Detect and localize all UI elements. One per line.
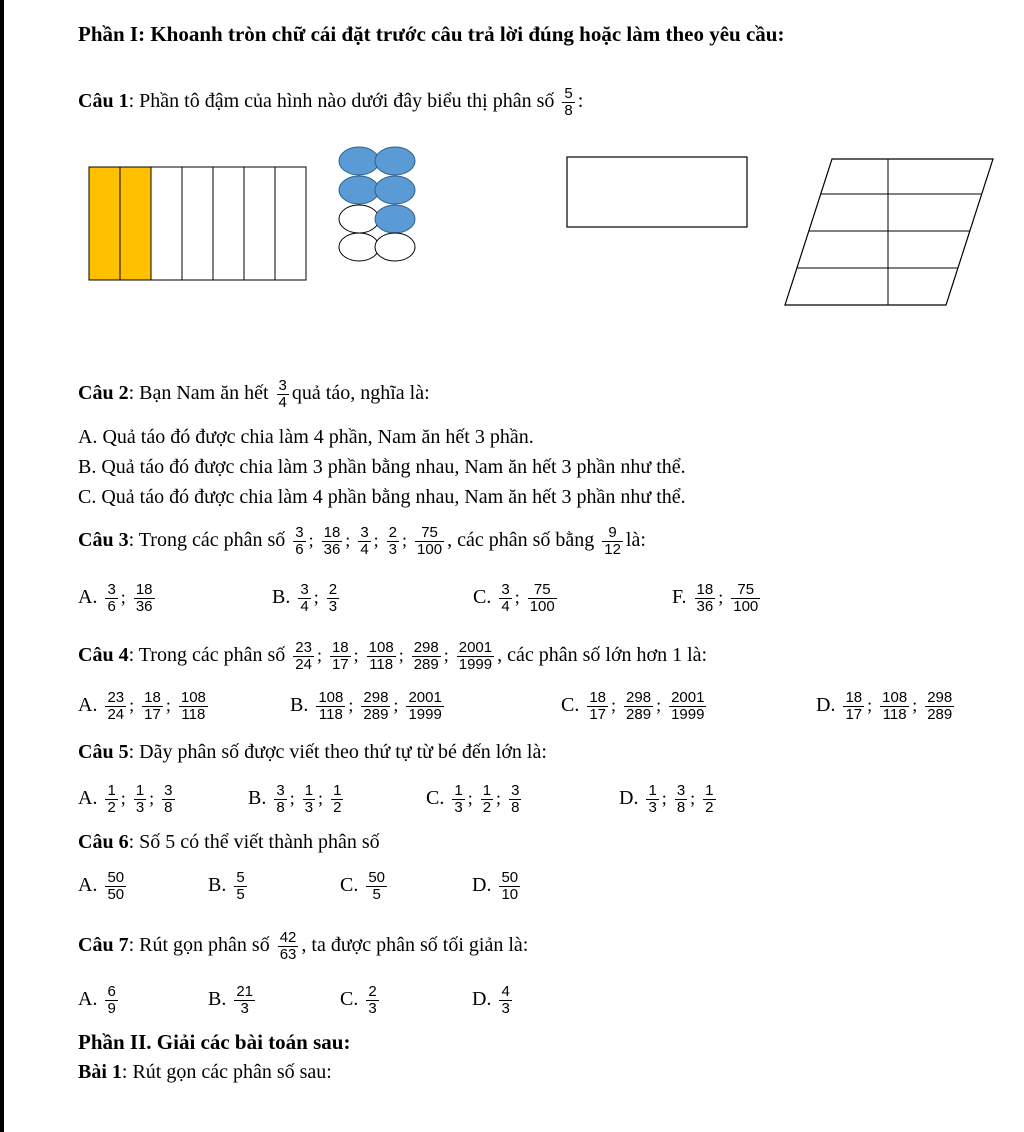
question-4-label: Câu 4 [78,644,129,667]
exercise-1 [78,1060,332,1084]
fraction [406,690,443,723]
fraction [367,640,396,673]
fraction-denominator: 5 [372,886,381,903]
fraction-numerator: 2001 [671,689,705,706]
fraction-numerator: 75 [528,582,557,599]
question-2-fraction [277,378,289,411]
fraction [481,783,493,816]
fraction [361,690,390,723]
option-letter: B. [208,988,227,1011]
fraction-denominator: 100 [529,598,555,615]
option-letter: D. [619,787,639,810]
fraction [843,690,864,723]
fraction-denominator: 3 [240,1000,249,1017]
question-1-label: Câu 1 [78,90,129,113]
exercise-1-label: Bài 1 [78,1061,122,1083]
question-4-text-after: , các phân số lớn hơn 1 là: [497,644,708,667]
target-fraction [602,525,623,558]
fraction-denominator: 50 [107,886,125,903]
fraction [179,690,208,723]
fraction-numerator: 1 [705,782,714,799]
fraction-numerator: 1 [648,782,657,799]
fraction [669,690,706,723]
fraction [499,582,511,615]
question-7 [78,930,528,963]
fraction [293,525,305,558]
question-2 [78,378,430,411]
fraction-denominator: 17 [589,706,607,723]
fraction [322,525,343,558]
fraction [387,525,399,558]
fraction-numerator: 1 [304,782,314,799]
fraction [587,690,608,723]
fraction-denominator: 24 [295,656,312,673]
fraction-numerator: 21 [236,983,254,1000]
fraction-denominator: 4 [501,598,510,615]
option-letter: F. [672,586,687,609]
fraction-denominator: 3 [388,541,398,558]
fraction-numerator: 2 [388,524,398,541]
fraction-numerator: 18 [845,689,863,706]
question-6 [78,830,380,854]
fraction-numerator: 23 [295,639,312,656]
question-1-text: : Phần tô đậm của hình nào dưới đây biểu thị phân số [128,90,555,113]
figure-bar-shaded [88,164,308,282]
fraction [731,582,760,615]
fraction-denominator: 3 [304,799,314,816]
fraction-numerator: 298 [927,689,953,706]
fraction-numerator: 2 [328,581,338,598]
fraction-numerator: 3 [295,524,304,541]
fraction-denominator: 118 [369,656,394,673]
fraction-denominator: 9 [107,1000,116,1017]
fraction-numerator: 3 [511,782,520,799]
option-letter: A. [78,787,98,810]
fraction-numerator: 18 [323,524,341,541]
fraction-numerator: 108 [318,689,344,706]
question-7-fraction [278,930,299,963]
fraction-denominator: 1999 [408,706,442,723]
question-2-label: Câu 2 [78,382,129,405]
fraction-numerator: 3 [164,782,173,799]
fraction-denominator: 289 [927,706,953,723]
option-letter: B. [208,874,227,897]
question-2-text: : Bạn Nam ăn hết [128,382,269,405]
fraction-denominator: 5 [236,886,245,903]
fraction-numerator: 9 [602,525,623,542]
fraction-denominator: 100 [733,598,759,615]
question-2-option-b[interactable]: B. Quả táo đó được chia làm 3 phần bằng nhau, Nam ăn hết 3 phần như thể. [78,456,686,478]
question-4: Câu 4: Trong các phân số $\frac{23}{24}$ ; $\frac{18}{17}$ ; $\frac{108}{118}$ ; $\frac{298}{289}$ ; $\frac{2001}{1999}$ , các phân số lớn hơn 1 là: [78,639,708,673]
fraction-denominator: 17 [331,656,349,673]
fraction [695,582,716,615]
fraction-numerator: 108 [368,639,394,656]
option-letter: A. [78,988,98,1011]
question-3-option-b[interactable]: B. $\frac{3}{4}$ ; $\frac{2}{3}$ [272,581,338,615]
fraction-denominator: 24 [107,706,125,723]
fraction-numerator: 3 [107,581,116,598]
fraction-numerator: 2001 [408,689,442,706]
fraction-denominator: 4 [360,541,369,558]
question-4-option-a[interactable]: A. $\frac{23}{24}$ ; $\frac{18}{17}$ ; $\frac{108}{118}$ [78,689,206,723]
fraction-numerator: 75 [415,525,444,542]
fraction [925,690,954,723]
question-5-option-d[interactable]: D. $\frac{1}{3}$ ; $\frac{3}{8}$ ; $\frac{1}{2}$ [619,782,714,816]
question-6-label: Câu 6 [78,831,129,853]
fraction-denominator: 4 [278,394,287,411]
option-letter: C. [340,988,359,1011]
fraction [646,783,658,816]
fraction [509,783,521,816]
fraction-numerator: 18 [589,689,607,706]
fraction-numerator: 3 [278,377,287,394]
fraction-numerator: 50 [501,869,519,886]
option-letter: D. [472,874,492,897]
fraction [274,783,286,816]
fraction [162,783,174,816]
fraction-denominator: 8 [564,102,573,119]
fraction-denominator: 4 [300,598,309,615]
option-letter: C. [340,874,359,897]
fraction [105,870,126,903]
exercise-1-text: : Rút gọn các phân số sau: [121,1061,332,1083]
fraction-numerator: 3 [360,524,369,541]
question-2-option-a[interactable]: A. Quả táo đó được chia làm 4 phần, Nam ăn hết 3 phần. [78,426,534,448]
fraction [880,690,909,723]
fraction-numerator: 18 [144,689,161,706]
fraction-numerator: 42 [279,929,297,946]
question-5-option-c[interactable]: C. $\frac{1}{3}$ ; $\frac{1}{2}$ ; $\frac{3}{8}$ [426,782,520,816]
fraction-numerator: 23 [107,689,125,706]
fraction-numerator: 75 [731,582,760,599]
question-3-label: Câu 3 [78,529,129,552]
question-4-text: : Trong các phân số [128,644,286,667]
fraction-denominator: 289 [413,656,439,673]
fraction-numerator: 1 [333,782,342,799]
part2-title: Phần II. Giải các bài toán sau: [78,1030,351,1054]
fraction-numerator: 108 [882,689,908,706]
question-6-option-a[interactable] [78,870,129,903]
fraction [528,582,557,615]
fraction-denominator: 1999 [671,706,705,723]
fraction-numerator: 18 [696,581,714,598]
question-5-option-a[interactable]: A. $\frac{1}{2}$ ; $\frac{1}{3}$ ; $\frac{3}{8}$ [78,782,173,816]
question-6-option-d[interactable] [472,870,523,903]
fraction-denominator: 3 [648,799,657,816]
option-letter: C. [473,586,492,609]
fraction-numerator: 3 [501,581,510,598]
fraction [105,984,117,1017]
fraction [499,870,520,903]
option-letter: C. [561,694,580,717]
question-5 [78,740,547,764]
fraction-denominator: 8 [164,799,173,816]
fraction [134,783,146,816]
fraction [327,582,339,615]
fraction-numerator: 1 [454,782,463,799]
question-7-option-d[interactable] [472,984,515,1017]
fraction-denominator: 289 [626,706,652,723]
fraction-numerator: 6 [107,983,116,1000]
option-letter: A. [78,586,98,609]
fraction [303,783,315,816]
fraction-denominator: 6 [295,541,304,558]
fraction-denominator: 17 [144,706,161,723]
question-3-option-c[interactable]: C. $\frac{3}{4}$ ; $\frac{75}{100}$ [473,581,555,615]
figure-parallelogram [780,156,996,308]
fraction [331,783,343,816]
fraction-numerator: 108 [180,689,206,706]
option-letter: D. [472,988,492,1011]
fraction-denominator: 36 [696,598,714,615]
option-letter: B. [272,586,291,609]
fraction-denominator: 12 [604,541,621,558]
question-7-option-a[interactable] [78,984,121,1017]
fraction [358,525,370,558]
question-7-text: : Rút gọn phân số [128,934,270,957]
question-4-option-b[interactable]: B. $\frac{108}{118}$ ; $\frac{298}{289}$ ; $\frac{2001}{1999}$ [290,689,442,723]
fraction [457,640,494,673]
fraction [105,582,117,615]
fraction [234,984,255,1017]
fraction [452,783,464,816]
question-3-option-f[interactable]: F. $\frac{18}{36}$ ; $\frac{75}{100}$ [672,581,759,615]
question-3-text-mid: , các phân số bằng [447,529,595,552]
fraction [675,783,687,816]
fraction-denominator: 3 [454,799,463,816]
option-letter: B. [248,787,267,810]
fraction-denominator: 2 [705,799,714,816]
fraction [316,690,345,723]
part1-title: Phần I: Khoanh tròn chữ cái đặt trước câu trả lời đúng hoặc làm theo yêu cầu: [78,22,785,46]
fraction-denominator: 10 [501,886,519,903]
fraction-numerator: 50 [368,869,386,886]
figure-circles-shaded [336,144,422,264]
question-2-text-after: quả táo, nghĩa là: [291,382,430,405]
question-6-text: : Số 5 có thể viết thành phân số [128,831,380,853]
fraction-numerator: 1 [135,782,145,799]
fraction-denominator: 8 [511,799,520,816]
fraction-denominator: 36 [135,598,153,615]
fraction-numerator: 4 [501,983,510,1000]
question-1-fraction [562,86,574,119]
fraction-denominator: 36 [323,541,341,558]
question-7-text-after: , ta được phân số tối giản là: [301,934,529,957]
fraction-numerator: 1 [482,782,492,799]
question-2-option-c[interactable]: C. Quả táo đó được chia làm 4 phần bằng nhau, Nam ăn hết 3 phần như thể. [78,486,686,508]
fraction [134,582,155,615]
fraction-denominator: 8 [276,799,285,816]
question-7-label: Câu 7 [78,934,129,957]
question-1 [78,86,583,119]
fraction [703,783,715,816]
fraction-numerator: 1 [107,782,116,799]
question-3-text-after: là: [625,529,646,552]
question-4-option-d[interactable]: D. $\frac{18}{17}$ ; $\frac{108}{118}$ ; $\frac{298}{289}$ [816,689,953,723]
figure-empty-rectangle [566,156,750,230]
option-letter: C. [426,787,445,810]
option-letter: A. [78,874,98,897]
fraction [105,690,126,723]
question-3: Câu 3: Trong các phân số $\frac{3}{6}$ ; $\frac{18}{36}$ ; $\frac{3}{4}$ ; $\frac{2}{3}$ ; $\frac{75}{100}$ , các phân số bằng $\frac{9}{12}$ là: [78,524,646,558]
fraction-denominator: 2 [107,799,116,816]
fraction-numerator: 18 [135,581,153,598]
fraction-numerator: 3 [276,782,285,799]
fraction-numerator: 5 [564,85,573,102]
fraction-denominator: 8 [676,799,686,816]
fraction-denominator: 6 [107,598,116,615]
fraction-denominator: 17 [845,706,863,723]
fraction [142,690,163,723]
fraction [293,640,314,673]
question-7-option-c[interactable] [340,984,382,1017]
question-1-colon: : [577,90,584,113]
fraction-denominator: 3 [501,1000,510,1017]
question-5-option-b[interactable]: B. $\frac{3}{8}$ ; $\frac{1}{3}$ ; $\frac{1}{2}$ [248,782,342,816]
fraction [105,783,117,816]
fraction-denominator: 3 [328,598,338,615]
question-6-option-b[interactable] [208,870,250,903]
fraction-denominator: 118 [318,706,343,723]
option-letter: A. [78,694,98,717]
fraction [624,690,653,723]
fraction-numerator: 2 [368,983,377,1000]
fraction-numerator: 2001 [458,639,493,656]
fraction-numerator: 50 [107,869,125,886]
fraction-denominator: 3 [368,1000,377,1017]
question-5-label: Câu 5 [78,741,129,763]
page-left-edge [0,0,4,1132]
fraction-numerator: 3 [676,782,686,799]
fraction [499,984,511,1017]
fraction-denominator: 289 [363,706,389,723]
option-letter: D. [816,694,836,717]
fraction [366,870,387,903]
fraction [330,640,351,673]
fraction [234,870,246,903]
fraction [298,582,310,615]
fraction-denominator: 63 [279,946,297,963]
fraction [415,525,444,558]
fraction-denominator: 2 [482,799,492,816]
fraction-denominator: 100 [417,541,443,558]
fraction-numerator: 298 [363,689,389,706]
option-letter: B. [290,694,309,717]
fraction-numerator: 298 [626,689,652,706]
fraction-denominator: 1999 [458,656,493,673]
fraction [412,640,441,673]
fraction-denominator: 118 [882,706,907,723]
fraction-denominator: 3 [135,799,145,816]
question-3-option-a[interactable]: A. $\frac{3}{6}$ ; $\frac{18}{36}$ [78,581,153,615]
question-7-option-b[interactable] [208,984,258,1017]
fraction-denominator: 2 [333,799,342,816]
question-4-option-c[interactable]: C. $\frac{18}{17}$ ; $\frac{298}{289}$ ; $\frac{2001}{1999}$ [561,689,705,723]
fraction-denominator: 118 [181,706,206,723]
fraction-numerator: 3 [300,581,309,598]
fraction-numerator: 18 [331,639,349,656]
question-6-option-c[interactable] [340,870,390,903]
fraction-numerator: 5 [236,869,245,886]
question-5-text: : Dãy phân số được viết theo thứ tự từ bé đến lớn là: [128,741,547,763]
fraction [366,984,378,1017]
fraction-numerator: 298 [413,639,439,656]
question-3-text: : Trong các phân số [128,529,286,552]
